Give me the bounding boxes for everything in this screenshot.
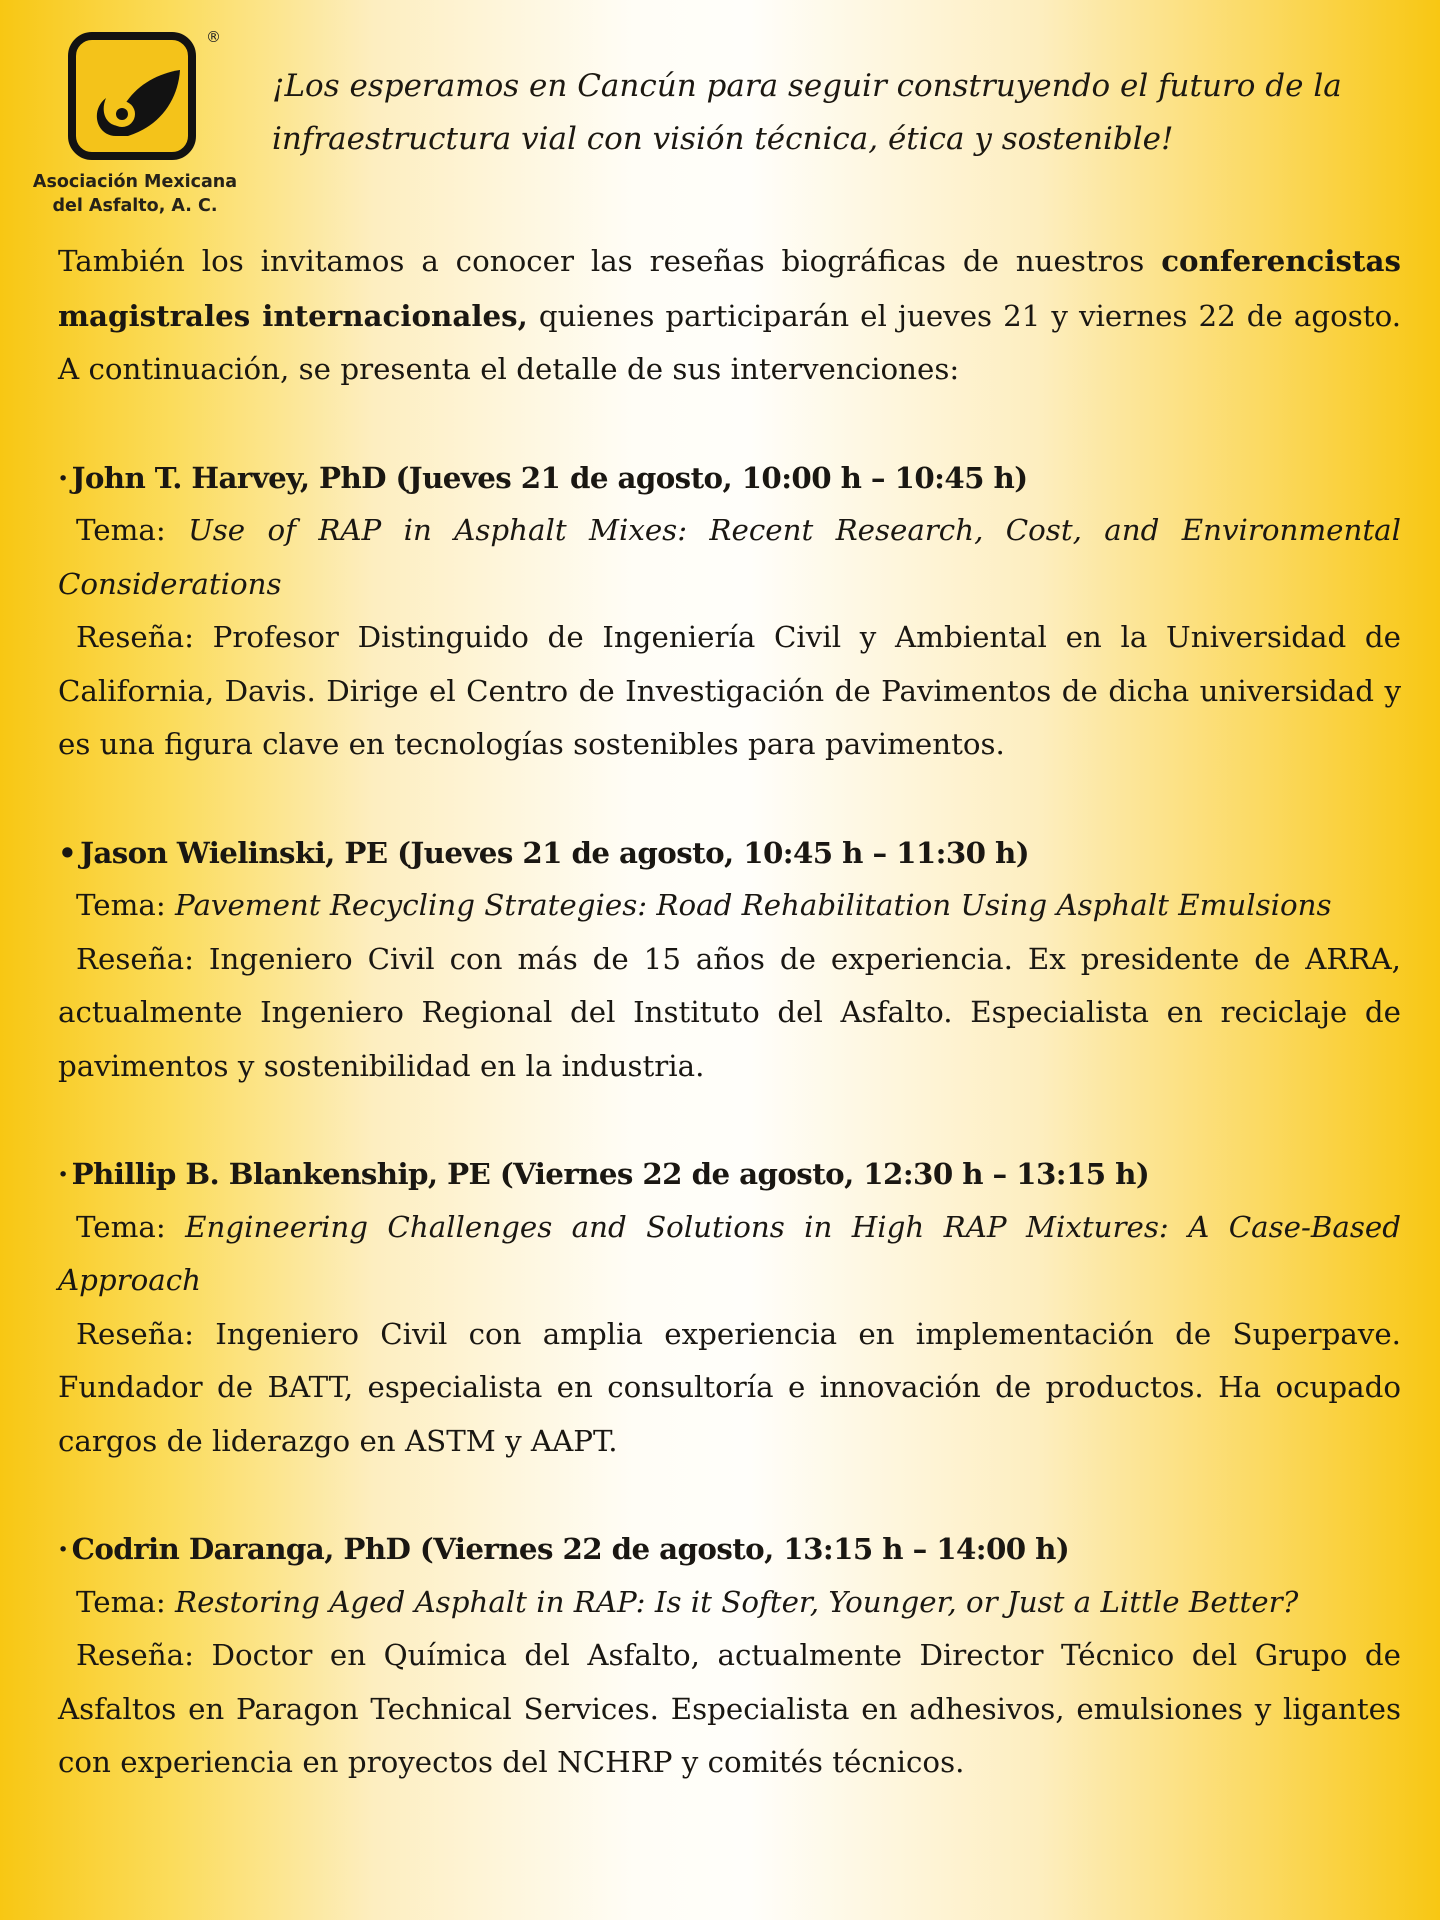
speaker-heading-text: Jason Wielinski, PE (Jueves 21 de agosto, 10:45 h – 11:30 h) [80, 834, 1030, 870]
speaker-heading-text: Codrin Daranga, PhD (Viernes 22 de agosto, 13:15 h – 14:00 h) [71, 1531, 1070, 1566]
speaker-block [58, 1147, 1401, 1468]
speaker-topic [58, 1201, 1401, 1308]
bio-text: Profesor Distinguido de Ingeniería Civil y Ambiental en la Universidad de California, Davis. Dirige el Centro de Investigación de Pavimentos de dicha universidad y es una figura clave en tecnologías sostenibles para pavimentos. [58, 620, 1401, 761]
speaker-bio [58, 611, 1401, 772]
intro-bold: conferencistas magistrales internacionales, [58, 243, 1401, 333]
bio-label: Reseña: [76, 1316, 216, 1351]
bio-text: Doctor en Química del Asfalto, actualmente Director Técnico del Grupo de Asfaltos en Paragon Technical Services. Especialista en adhesivos, emulsiones y ligantes con experiencia en proyectos del NCHRP y comités técnicos. [58, 1638, 1401, 1779]
speaker-heading [58, 1522, 1401, 1576]
bio-label: Reseña: [76, 1638, 212, 1672]
speaker-heading-text: Phillip B. Blankenship, PE (Viernes 22 de agosto, 12:30 h – 13:15 h) [71, 1156, 1150, 1191]
topic-text: Restoring Aged Asphalt in RAP: Is it Softer, Younger, or Just a Little Better? [175, 1584, 1299, 1619]
speaker-heading [58, 1147, 1401, 1201]
bullet: · [58, 459, 68, 495]
organization-name [26, 170, 244, 218]
bio-text: Ingeniero Civil con más de 15 años de experiencia. Ex presidente de ARRA, actualmente Ingeniero Regional del Instituto del Asfalto. Especialista en reciclaje de pavimentos y sostenibilidad en la industria. [58, 941, 1401, 1083]
bio-label: Reseña: [76, 941, 209, 976]
main-content [58, 234, 1401, 1790]
bio-text: Ingeniero Civil con amplia experiencia en implementación de Superpave. Fundador de BATT, especialista en consultoría e innovación de productos. Ha ocupado cargos de liderazgo en ASTM y AAPT. [58, 1316, 1401, 1458]
bullet: · [58, 1156, 68, 1191]
bullet: · [58, 1531, 68, 1566]
welcome-line2: infraestructura vial con visión técnica, ética y sostenible! [272, 121, 1174, 157]
speaker-bio [58, 933, 1401, 1094]
speaker-bio [58, 1629, 1401, 1790]
asphalt-drop-logo-icon [68, 32, 196, 160]
intro-text2: quienes participarán el jueves 21 y viernes 22 de agosto. A continuación, se presenta el detalle de sus intervenciones: [58, 298, 1402, 386]
speaker-topic [58, 879, 1401, 933]
intro-text1: También los invitamos a conocer las reseñas biográficas de nuestros [58, 244, 1162, 278]
speaker-topic [58, 504, 1401, 611]
speaker-heading [58, 826, 1401, 880]
speaker-block [58, 826, 1401, 1094]
speaker-bio [58, 1308, 1401, 1469]
intro-paragraph [58, 234, 1401, 397]
bio-label: Reseña: [76, 620, 213, 654]
topic-label: Tema: [76, 888, 176, 922]
topic-label: Tema: [76, 1584, 176, 1619]
speaker-heading-text: John T. Harvey, PhD (Jueves 21 de agosto, 10:00 h – 10:45 h) [71, 459, 1028, 495]
organization-name-line2: del Asfalto, A. C. [52, 196, 218, 216]
logo-emblem-icon [76, 40, 188, 152]
topic-label: Tema: [76, 1209, 186, 1244]
speaker-block [58, 451, 1401, 772]
speaker-block [58, 1522, 1401, 1790]
welcome-message [272, 60, 1412, 166]
topic-text: Engineering Challenges and Solutions in High RAP Mixtures: A Case-Based Approach [58, 1209, 1401, 1297]
organization-name-line1: Asociación Mexicana [32, 172, 238, 192]
speaker-topic [58, 1576, 1401, 1630]
topic-text: Pavement Recycling Strategies: Road Rehabilitation Using Asphalt Emulsions [175, 888, 1332, 922]
welcome-line1: ¡Los esperamos en Cancún para seguir construyendo el futuro de la [272, 68, 1342, 104]
bullet: • [58, 834, 77, 870]
topic-label: Tema: [76, 513, 189, 547]
topic-text: Use of RAP in Asphalt Mixes: Recent Research, Cost, and Environmental Considerations [58, 513, 1401, 601]
speaker-heading [58, 451, 1401, 505]
registered-mark: ® [206, 28, 221, 46]
